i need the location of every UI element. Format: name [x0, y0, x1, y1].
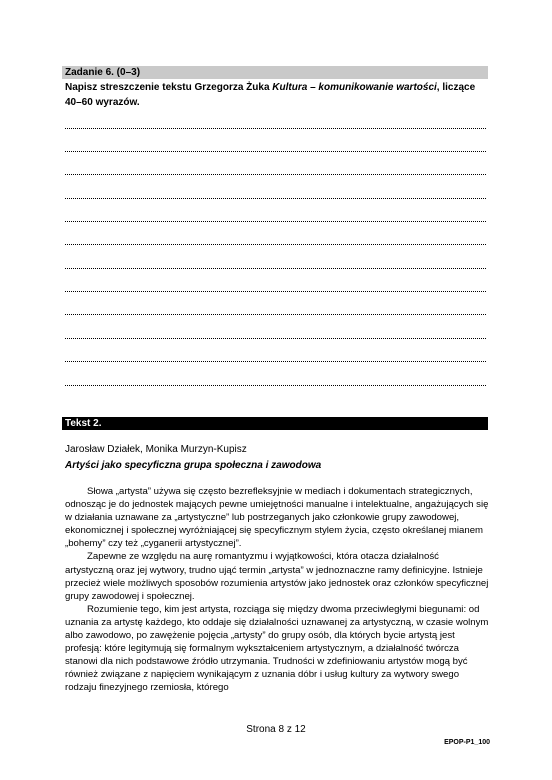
- task-instruction: [65, 80, 490, 110]
- answer-line[interactable]: [65, 383, 486, 386]
- answer-line[interactable]: [65, 266, 486, 269]
- article-authors: Jarosław Działek, Monika Murzyn-Kupisz: [65, 444, 247, 455]
- paragraph: Rozumienie tego, kim jest artysta, rozciąga się między dwoma przeciwległymi biegunami: od uznania za artystę każdego, kto oddaje się działalności uznawanej za artystyczną, w czasie wolnym albo zawodowo, po zawężenie pojęcia „artysty” do grupy osób, dla których bycie artystą jest profesją: które legitymują się formalnym wykształceniem artystycznym, a działalność twórcza stanowi dla nich podstawowe źródło utrzymania. Trudności w zdefiniowaniu artystów mogą być również związane z napięciem wynikającym z uznania dóbr i usług kultury za wytwory swego rodzaju finezyjnego rzemiosła, którego: [65, 603, 489, 694]
- paragraph: Zapewne ze względu na aurę romantyzmu i wyjątkowości, która otacza działalność artystyczną oraz jej wytwory, trudno ująć termin „artysta” w jednoznaczne ramy definicyjne. Istnieje przecież wiele możliwych sposobów rozumienia artystów jako jednostek oraz członków specyficznej grupy zawodowej i społecznej.: [65, 551, 489, 602]
- instruction-prefix: Napisz streszczenie tekstu Grzegorza Żuka: [65, 82, 273, 93]
- instruction-title: Kultura – komunikowanie wartości: [272, 82, 437, 93]
- answer-line[interactable]: [65, 289, 486, 292]
- answer-line[interactable]: [65, 172, 486, 175]
- article-body: [65, 485, 490, 695]
- text-header: Tekst 2.: [62, 417, 488, 430]
- page-number: Strona 8 z 12: [246, 724, 306, 735]
- answer-line[interactable]: [65, 359, 486, 362]
- answer-line[interactable]: [65, 219, 486, 222]
- task-header: Zadanie 6. (0–3): [62, 66, 488, 79]
- answer-line[interactable]: [65, 312, 486, 315]
- document-code: EPOP-P1_100: [444, 739, 490, 746]
- answer-line[interactable]: [65, 126, 486, 129]
- article-title: Artyści jako specyficzna grupa społeczna i zawodowa: [65, 460, 322, 471]
- answer-line[interactable]: [65, 336, 486, 339]
- instruction-suffix: , liczące 40–60 wyrazów.: [65, 82, 476, 108]
- answer-line[interactable]: [65, 196, 486, 199]
- answer-line[interactable]: [65, 242, 486, 245]
- answer-line[interactable]: [65, 149, 486, 152]
- paragraph: Słowa „artysta” używa się często bezrefleksyjnie w mediach i dokumentach strategicznych, odnosząc je do jednostek mających pewne umiejętności manualne i intelektualne, angażujących się w działania uznawane za „artystyczne” lub postrzeganych jako członkowie grupy zawodowej, ekonomicznej i społecznej wyróżniającej się specyficznym stylem życia, często określanej mianem „bohemy” czy też „cyganerii artystycznej”.: [65, 486, 489, 550]
